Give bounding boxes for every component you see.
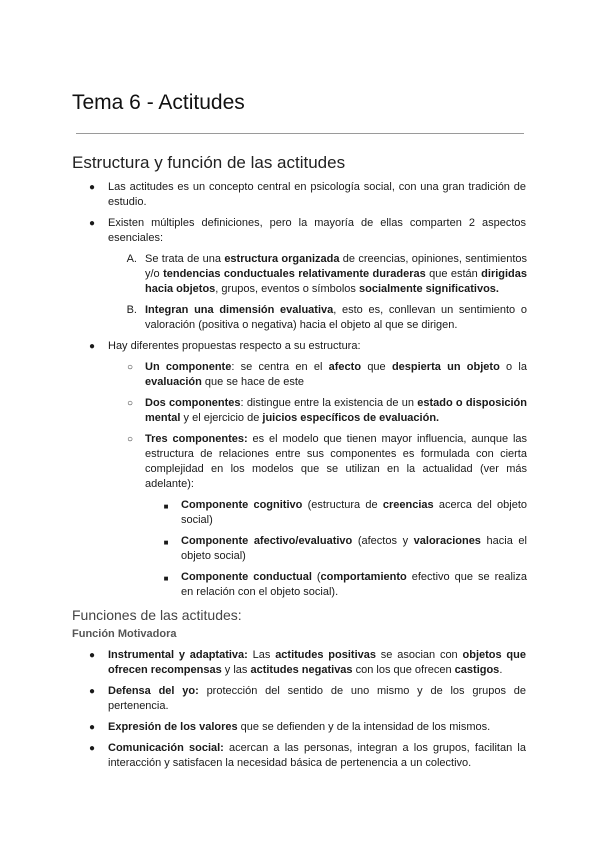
bold-text: Comunicación social:	[108, 742, 224, 754]
bold-text: Tres componentes:	[145, 433, 248, 445]
item-text	[108, 685, 526, 712]
bold-text: tendencias conductuales relativamente duraderas	[163, 268, 426, 280]
bullet-icon: ●	[88, 743, 96, 754]
bullet-icon: ●	[88, 341, 96, 352]
bold-text: estructura organizada	[224, 253, 340, 265]
bold-text: valoraciones	[413, 535, 481, 547]
functions-heading: Funciones de las actitudes:	[72, 607, 242, 623]
bold-text: actitudes positivas	[275, 649, 376, 661]
bold-text: Componente conductual	[181, 571, 312, 583]
text-run: (estructura de	[302, 499, 383, 511]
text-run: , esto es, conllevan un sentimiento o valoración (positiva o negativa) hacia el objeto al que se dirigen.	[145, 304, 527, 331]
item-text	[181, 499, 527, 526]
bold-text: Dos componentes	[145, 397, 241, 409]
bullet-icon: ●	[88, 650, 96, 661]
circle-bullet-icon: ○	[126, 434, 134, 445]
bold-text: despierta un objeto	[391, 361, 500, 373]
circle-bullet-icon: ○	[126, 362, 134, 373]
bullet-icon: ●	[88, 722, 96, 733]
bold-text: comportamiento	[320, 571, 407, 583]
bullet-icon: ●	[88, 218, 96, 229]
square-bullet-icon: ■	[163, 538, 169, 547]
item-text	[108, 742, 526, 769]
text-run: con los que ofrecen	[352, 664, 455, 676]
circle-bullet-icon: ○	[126, 398, 134, 409]
text-run: (	[311, 571, 321, 583]
bold-text: estado o disposición mental	[145, 397, 527, 424]
bold-text: Instrumental y adaptativa:	[108, 649, 248, 661]
list-item	[88, 648, 526, 678]
bold-text: Componente afectivo/evaluativo	[181, 535, 353, 547]
list-item	[163, 498, 527, 528]
bold-text: Un componente	[145, 361, 232, 373]
bold-text: creencias	[382, 499, 434, 511]
list-item	[88, 741, 526, 771]
bold-text: objetos que ofrecen recompensas	[108, 649, 526, 676]
list-item	[88, 339, 526, 354]
text-run: se asocian con	[375, 649, 463, 661]
item-text	[145, 304, 527, 331]
text-run: que están	[425, 268, 482, 280]
list-item	[163, 534, 527, 564]
item-text	[145, 361, 527, 388]
text-run: acerca del objeto social)	[181, 499, 527, 526]
function-subheading: Función Motivadora	[72, 628, 177, 640]
text-run: acercan a las personas, integran a los grupos, facilitan la interacción y satisfacen la necesidad básica de pertenencia a un colectivo.	[108, 742, 526, 769]
bold-text: Componente cognitivo	[181, 499, 303, 511]
text-run: : distingue entre la existencia de un	[240, 397, 418, 409]
item-text: Existen múltiples definiciones, pero la mayoría de ellas comparten 2 aspectos esenciales:	[108, 217, 526, 244]
text-run: protección del sentido de uno mismo y de los grupos de pertenencia.	[108, 685, 526, 712]
list-item	[88, 180, 526, 210]
text-run: que se hace de este	[201, 376, 304, 388]
bold-text: evaluación	[145, 376, 202, 388]
bold-text: castigos	[454, 664, 500, 676]
text-run: y el ejercicio de	[180, 412, 263, 424]
section-heading: Estructura y función de las actitudes	[72, 153, 346, 172]
item-text	[145, 397, 527, 424]
document-title: Tema 6 - Actitudes	[72, 91, 245, 114]
item-text	[108, 649, 526, 676]
bullet-icon: ●	[88, 182, 96, 193]
text-run: hacia el objeto social)	[181, 535, 527, 562]
list-item	[126, 303, 527, 333]
list-item	[126, 396, 527, 426]
item-text	[181, 571, 527, 598]
bold-text: Expresión de los valores	[108, 721, 238, 733]
list-marker: B.	[126, 304, 137, 316]
text-run: que se defienden y de la intensidad de los mismos.	[237, 721, 491, 733]
text-run: (afectos y	[352, 535, 414, 547]
text-run: de creencias, opiniones, sentimientos y/o	[145, 253, 528, 280]
list-item	[88, 216, 526, 246]
list-item	[88, 720, 526, 735]
bold-text: Integran una dimensión evaluativa	[145, 304, 334, 316]
bold-text: actitudes negativas	[250, 664, 353, 676]
list-item	[126, 360, 527, 390]
text-run: es el modelo que tienen mayor influencia, aunque las estructura de relaciones entre sus componentes es formulada con cierta complejidad en los modelos que se utilizan en la actualidad (ver más adelante):	[145, 433, 528, 490]
text-run: Se trata de una	[145, 253, 225, 265]
bold-text: juicios específicos de evaluación.	[262, 412, 440, 424]
title-divider	[76, 133, 524, 134]
bullet-icon: ●	[88, 686, 96, 697]
bold-text: socialmente significativos.	[358, 283, 499, 295]
list-marker: A.	[126, 253, 137, 265]
text-run: : se centra en el	[231, 361, 329, 373]
item-text	[108, 721, 490, 733]
item-text	[145, 253, 527, 295]
text-run: que	[361, 361, 392, 373]
list-item	[163, 570, 527, 600]
list-item	[126, 432, 528, 492]
bold-text: dirigidas hacia objetos	[145, 268, 528, 295]
square-bullet-icon: ■	[163, 574, 169, 583]
text-run: , grupos, eventos o símbolos	[215, 283, 359, 295]
text-run: .	[499, 664, 503, 676]
list-item	[88, 684, 526, 714]
bold-text: Defensa del yo:	[108, 685, 199, 697]
text-run: o la	[499, 361, 527, 373]
document-body	[0, 180, 600, 777]
item-text: Las actitudes es un concepto central en psicología social, con una gran tradición de estudio.	[108, 181, 526, 208]
bold-text: afecto	[328, 361, 362, 373]
text-run: y las	[221, 664, 251, 676]
text-run: efectivo que se realiza en relación con el objeto social).	[181, 571, 527, 598]
list-item	[126, 252, 528, 297]
item-text	[145, 433, 527, 490]
text-run: Las	[247, 649, 276, 661]
square-bullet-icon: ■	[163, 502, 169, 511]
item-text: Hay diferentes propuestas respecto a su estructura:	[108, 340, 361, 352]
item-text	[181, 535, 527, 562]
